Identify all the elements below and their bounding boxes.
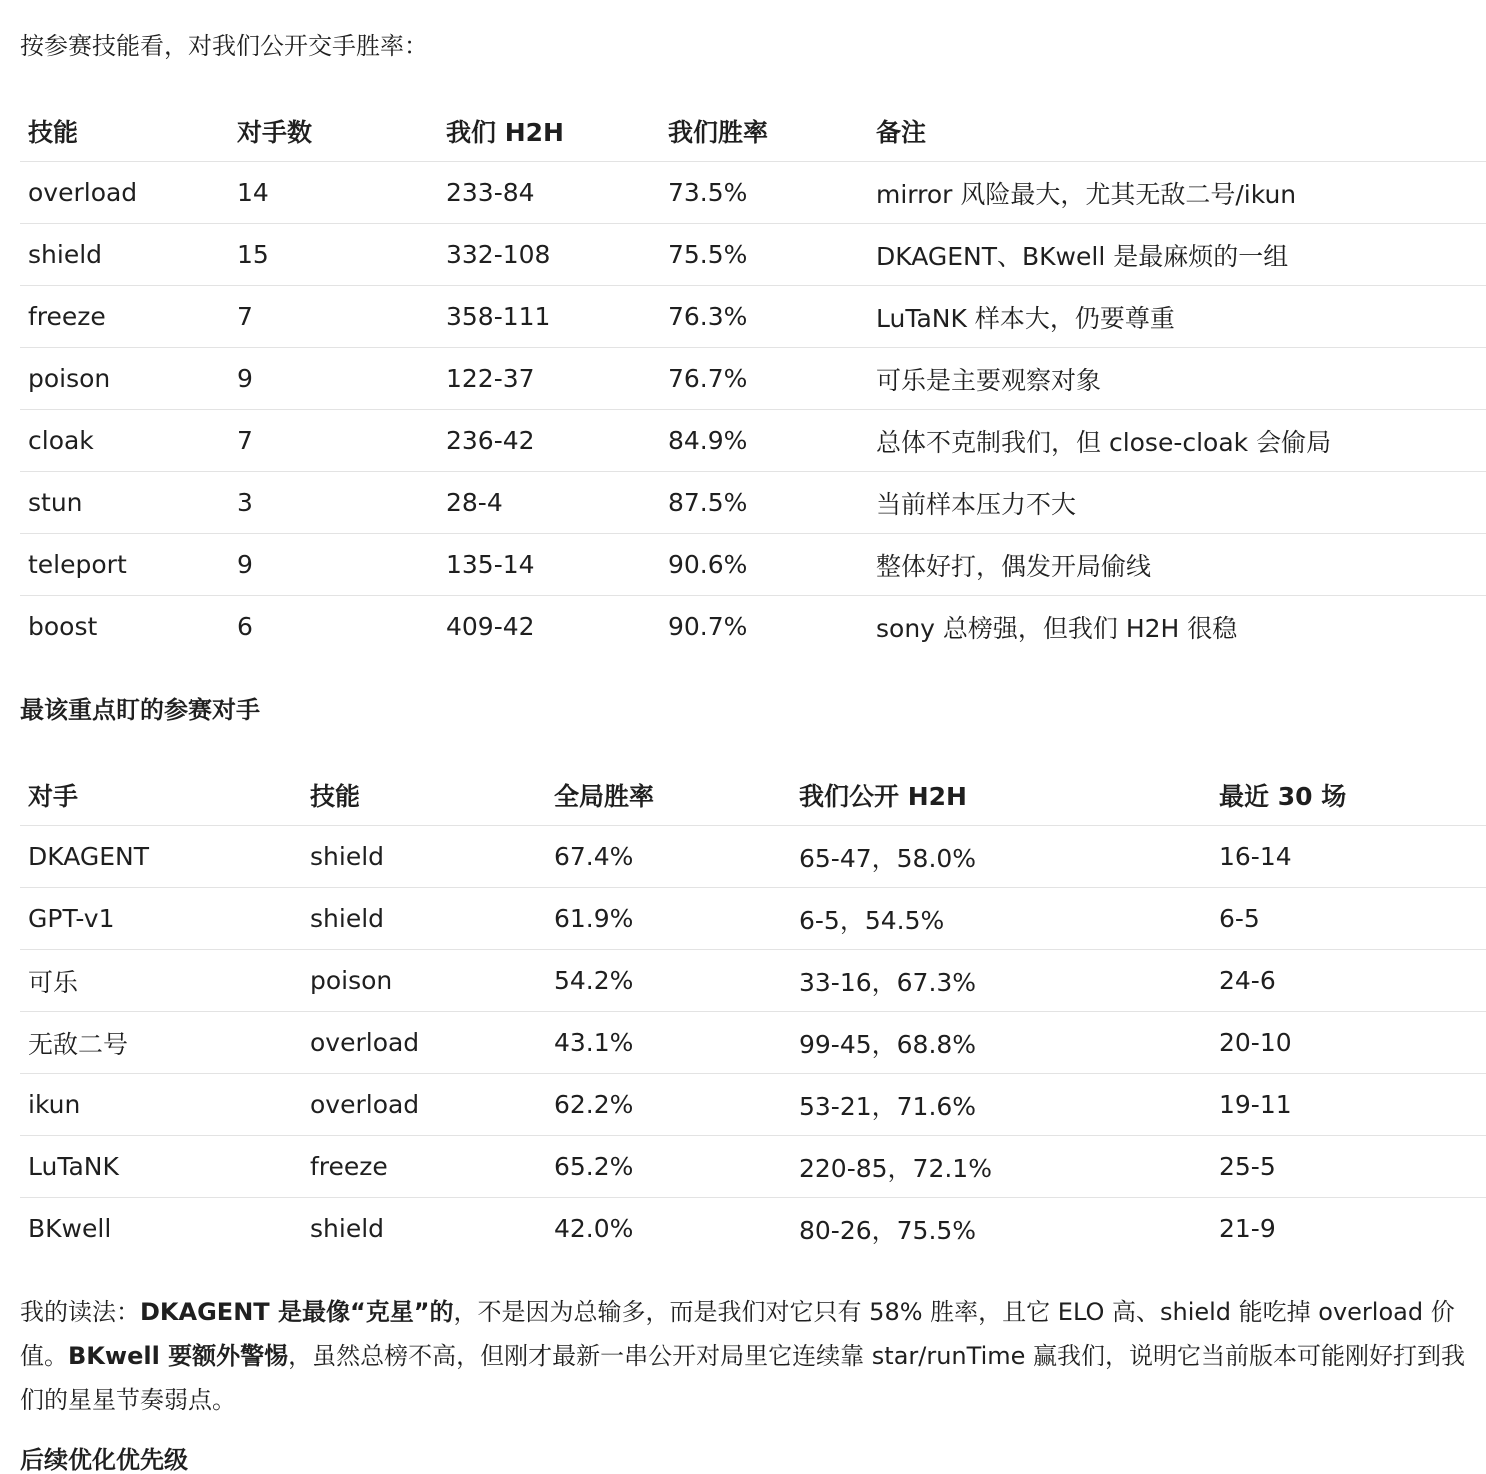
column-header: 我们胜率: [660, 101, 868, 162]
table-header-row: [20, 101, 1486, 162]
table-cell: 15: [229, 224, 438, 286]
table-cell: 可乐: [20, 950, 302, 1012]
table-cell: ikun: [20, 1074, 302, 1136]
column-header: 技能: [20, 101, 229, 162]
table-row: [20, 888, 1486, 950]
reading-paragraph: [20, 1290, 1486, 1422]
table-cell: 67.4%: [546, 826, 791, 888]
table-cell: 20-10: [1211, 1012, 1486, 1074]
table-cell: overload: [302, 1012, 546, 1074]
table-cell: 90.6%: [660, 534, 868, 596]
table-cell: 122-37: [438, 348, 660, 410]
table-cell: 3: [229, 472, 438, 534]
table-cell: 当前样本压力不大: [868, 472, 1486, 534]
skill-winrate-table: [20, 101, 1486, 657]
table-cell: 62.2%: [546, 1074, 791, 1136]
column-header: 全局胜率: [546, 765, 791, 826]
table-cell: 75.5%: [660, 224, 868, 286]
table-cell: 409-42: [446, 612, 535, 641]
table-row: [20, 162, 1486, 224]
table-cell: 54.2%: [546, 950, 791, 1012]
table-cell: 233-84: [438, 162, 660, 224]
table-cell: shield: [20, 224, 229, 286]
table-cell: shield: [310, 1214, 385, 1243]
table-row: [20, 1012, 1486, 1074]
table-cell: 135-14: [438, 534, 660, 596]
intro-text: 按参赛技能看，对我们公开交手胜率：: [20, 32, 428, 60]
table-cell: 16-14: [1211, 826, 1486, 888]
table-cell: boost: [28, 612, 98, 641]
table-cell: BKwell: [28, 1214, 112, 1243]
table-cell: cloak: [20, 410, 229, 472]
table-row: [20, 224, 1486, 286]
table-cell: 236-42: [438, 410, 660, 472]
table-cell: 33-16，67.3%: [791, 950, 1211, 1012]
table-cell: 76.7%: [660, 348, 868, 410]
table-cell: 24-6: [1211, 950, 1486, 1012]
table-cell: 25-5: [1211, 1136, 1486, 1198]
table-cell: 9: [229, 348, 438, 410]
table-cell: 65-47，58.0%: [791, 826, 1211, 888]
table-cell: overload: [302, 1074, 546, 1136]
table-cell: 总体不克制我们，但 close-cloak 会偷局: [868, 410, 1486, 472]
table-cell: freeze: [20, 286, 229, 348]
table-cell: freeze: [302, 1136, 546, 1198]
table-cell: LuTaNK: [20, 1136, 302, 1198]
column-header: 我们 H2H: [438, 101, 660, 162]
table-cell: 76.3%: [660, 286, 868, 348]
table-row: [20, 348, 1486, 410]
table-row: [20, 1074, 1486, 1136]
table-cell: poison: [20, 348, 229, 410]
table-cell: 80-26，75.5%: [799, 1215, 977, 1245]
table-cell: 90.7%: [668, 612, 748, 641]
table-cell: poison: [302, 950, 546, 1012]
reading-text: 我的读法：: [20, 1298, 140, 1326]
table-cell: 6: [237, 612, 253, 641]
table-cell: overload: [20, 162, 229, 224]
column-header: 备注: [868, 101, 1486, 162]
section-title-priority: 后续优化优先级: [20, 1446, 188, 1474]
table-cell: 整体好打，偶发开局偷线: [868, 534, 1486, 596]
column-header: 对手数: [229, 101, 438, 162]
reading-emphasis: DKAGENT 是最像“克星”的: [140, 1298, 454, 1326]
table-cell: stun: [20, 472, 229, 534]
table-cell: teleport: [20, 534, 229, 596]
table-cell: 14: [229, 162, 438, 224]
table-cell: 9: [229, 534, 438, 596]
column-header: 对手: [20, 765, 302, 826]
table-row: [20, 534, 1486, 596]
table-cell: 19-11: [1211, 1074, 1486, 1136]
table-cell: 6-5: [1211, 888, 1486, 950]
column-header: 我们公开 H2H: [791, 765, 1211, 826]
table-cell: 358-111: [438, 286, 660, 348]
table-cell: 可乐是主要观察对象: [868, 348, 1486, 410]
table-cell: 7: [229, 286, 438, 348]
table-cell: 65.2%: [546, 1136, 791, 1198]
table-cell: 61.9%: [546, 888, 791, 950]
table-row: [20, 472, 1486, 534]
table-cell: 99-45，68.8%: [791, 1012, 1211, 1074]
reading-text: ，虽然总榜不高，但刚才最新一串公开对局里它连续靠 star/runTime 赢我们，说明它当前版本可能刚好打到我们的星星节奏弱点。: [20, 1342, 1466, 1414]
table-cell: 21-9: [1219, 1214, 1276, 1243]
column-header: 技能: [302, 765, 546, 826]
table-cell: DKAGENT、BKwell 是最麻烦的一组: [868, 224, 1486, 286]
table-header-row: [20, 765, 1486, 826]
table-cell: shield: [302, 888, 546, 950]
table-row: [20, 286, 1486, 348]
table-cell: 87.5%: [660, 472, 868, 534]
table-cell: mirror 风险最大，尤其无敌二号/ikun: [868, 162, 1486, 224]
column-header: 最近 30 场: [1211, 765, 1486, 826]
table-cell: shield: [302, 826, 546, 888]
reading-emphasis: BKwell 要额外警惕: [68, 1342, 289, 1370]
table-cell: 84.9%: [660, 410, 868, 472]
section-title-opponents: 最该重点盯的参赛对手: [20, 696, 260, 724]
table-cell: 42.0%: [554, 1214, 634, 1243]
table-cell: 332-108: [438, 224, 660, 286]
table-cell: 220-85，72.1%: [791, 1136, 1211, 1198]
table-row: [20, 596, 1486, 658]
table-row: [20, 826, 1486, 888]
table-cell: GPT-v1: [20, 888, 302, 950]
table-cell: 7: [229, 410, 438, 472]
table-cell: LuTaNK 样本大，仍要尊重: [868, 286, 1486, 348]
table-row: [20, 1198, 1486, 1260]
table-cell: sony 总榜强，但我们 H2H 很稳: [876, 613, 1238, 643]
table-cell: DKAGENT: [20, 826, 302, 888]
table-row: [20, 410, 1486, 472]
reading-text: ，不是因为总输多，而是我们对它只有 58% 胜率，且它 ELO 高、shield 能吃掉 overload 价值。: [20, 1298, 1455, 1370]
table-cell: 无敌二号: [20, 1012, 302, 1074]
table-cell: 28-4: [438, 472, 660, 534]
table-row: [20, 1136, 1486, 1198]
table-cell: 53-21，71.6%: [791, 1074, 1211, 1136]
opponent-table: [20, 765, 1486, 1259]
table-row: [20, 950, 1486, 1012]
table-cell: 6-5，54.5%: [791, 888, 1211, 950]
table-cell: 73.5%: [660, 162, 868, 224]
table-cell: 43.1%: [546, 1012, 791, 1074]
